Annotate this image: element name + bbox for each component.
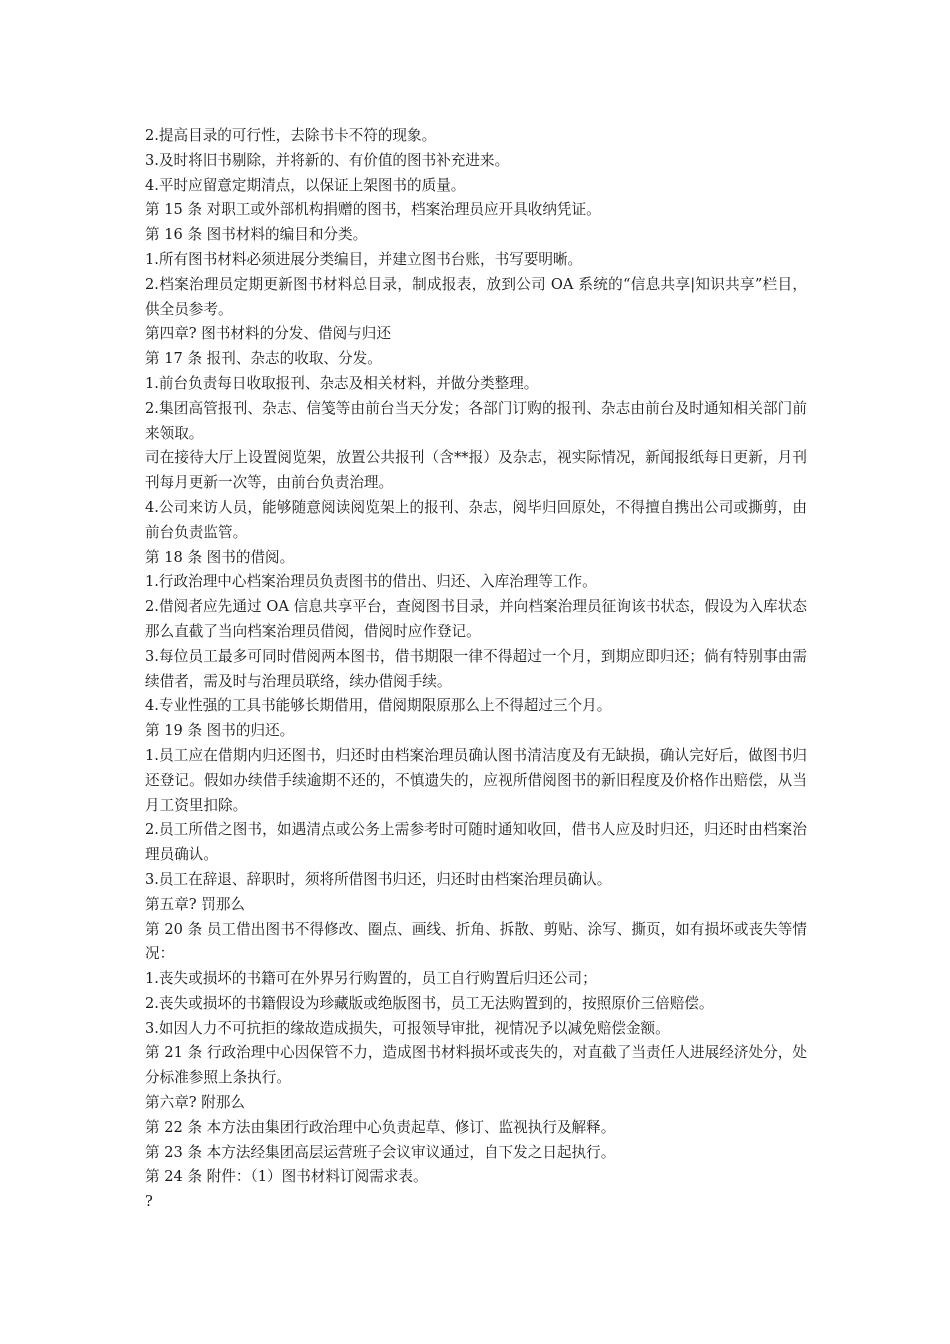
article-heading: 第 16 条 图书材料的编目和分类。 <box>145 226 368 244</box>
list-item: 3.员工在辞退、辞职时，须将所借图书归还，归还时由档案治理员确认。 <box>145 870 612 888</box>
list-item: 2.集团高管报刊、杂志、信笺等由前台当天分发；各部门订购的报刊、杂志由前台及时通知相关部门前来领取。 <box>145 399 807 442</box>
chapter-heading: 第四章? 图书材料的分发、借阅与归还 <box>145 325 391 343</box>
article-heading: 第 24 条 附件：（1）图书材料订阅需求表。 <box>145 1168 428 1186</box>
list-item: 1.前台负责每日收取报刊、杂志及相关材料，并做分类整理。 <box>145 374 539 392</box>
list-item: 2.档案治理员定期更新图书材料总目录，制成报表，放到公司 OA 系统的“信息共享|知识共享”栏目，供全员参考。 <box>145 275 807 318</box>
article-heading: 第 15 条 对职工或外部机构捐赠的图书，档案治理员应开具收纳凭证。 <box>145 201 601 219</box>
list-item: 3.如因人力不可抗拒的缘故造成损失，可报领导审批，视情况予以减免赔偿金额。 <box>145 1019 670 1037</box>
list-item: 1.员工应在借期内归还图书，归还时由档案治理员确认图书清洁度及有无缺损，确认完好后，做图书归还登记。假如办续借手续逾期不还的，不慎遗失的，应视所借阅图书的新旧程度及价格作出赔偿，从当月工资里扣除。 <box>145 746 807 814</box>
article-heading: 第 23 条 本方法经集团高层运营班子会议审议通过，自下发之日起执行。 <box>145 1143 616 1161</box>
article-heading: 第 21 条 行政治理中心因保管不力，造成图书材料损坏或丧失的，对直截了当责任人进展经济处分，处分标准参照上条执行。 <box>145 1044 807 1087</box>
list-item: 1.所有图书材料必须进展分类编目，并建立图书台账，书写要明晰。 <box>145 250 583 268</box>
list-item: 2.借阅者应先通过 OA 信息共享平台，查阅图书目录，并向档案治理员征询该书状态，假设为入库状态那么直截了当向档案治理员借阅，借阅时应作登记。 <box>145 598 807 640</box>
article-heading: 第 17 条 报刊、杂志的收取、分发。 <box>145 350 382 368</box>
list-item: 1.行政治理中心档案治理员负责图书的借出、归还、入库治理等工作。 <box>145 573 597 591</box>
chapter-heading: 第六章? 附那么 <box>145 1094 246 1112</box>
article-heading: 第 19 条 图书的归还。 <box>145 722 295 740</box>
article-heading: 第 22 条 本方法由集团行政治理中心负责起草、修订、监视执行及解释。 <box>145 1118 616 1136</box>
list-item: 4.平时应留意定期清点，以保证上架图书的质量。 <box>145 176 466 194</box>
article-heading: 第 20 条 员工借出图书不得修改、圈点、画线、折角、拆散、剪贴、涂写、撕页，如有损坏或丧失等情况： <box>145 920 807 963</box>
article-heading: 第 18 条 图书的借阅。 <box>145 548 295 566</box>
trailing-mark: ? <box>145 1193 153 1211</box>
list-item: 4.专业性强的工具书能够长期借用，借阅期限原那么上不得超过三个月。 <box>145 697 612 715</box>
list-item: 1.丧失或损坏的书籍可在外界另行购置的，员工自行购置后归还公司； <box>145 970 597 988</box>
chapter-heading: 第五章? 罚那么 <box>145 895 246 913</box>
list-item: 2.员工所借之图书，如遇清点或公务上需参考时可随时通知收回，借书人应及时归还，归还时由档案治理员确认。 <box>145 821 807 864</box>
list-item: 3.及时将旧书剔除，并将新的、有价值的图书补充进来。 <box>145 151 510 169</box>
document-page <box>145 124 807 1215</box>
list-item: 4.公司来访人员，能够随意阅读阅览架上的报刊、杂志，阅毕归回原处，不得擅自携出公司或撕剪，由前台负责监管。 <box>145 498 807 541</box>
list-item: 2.提高目录的可行性，去除书卡不符的现象。 <box>145 127 437 144</box>
list-item: 2.丧失或损坏的书籍假设为珍藏版或绝版图书，员工无法购置到的，按照原价三倍赔偿。 <box>145 994 714 1012</box>
list-item: 司在接待大厅上设置阅览架，放置公共报刊（含**报）及杂志，视实际情况，新闻报纸每日更新，月刊刊每月更新一次等，由前台负责治理。 <box>145 449 807 492</box>
list-item: 3.每位员工最多可同时借阅两本图书，借书期限一律不得超过一个月，到期应即归还；倘有特别事由需续借者，需及时与治理员联络，续办借阅手续。 <box>145 647 807 690</box>
